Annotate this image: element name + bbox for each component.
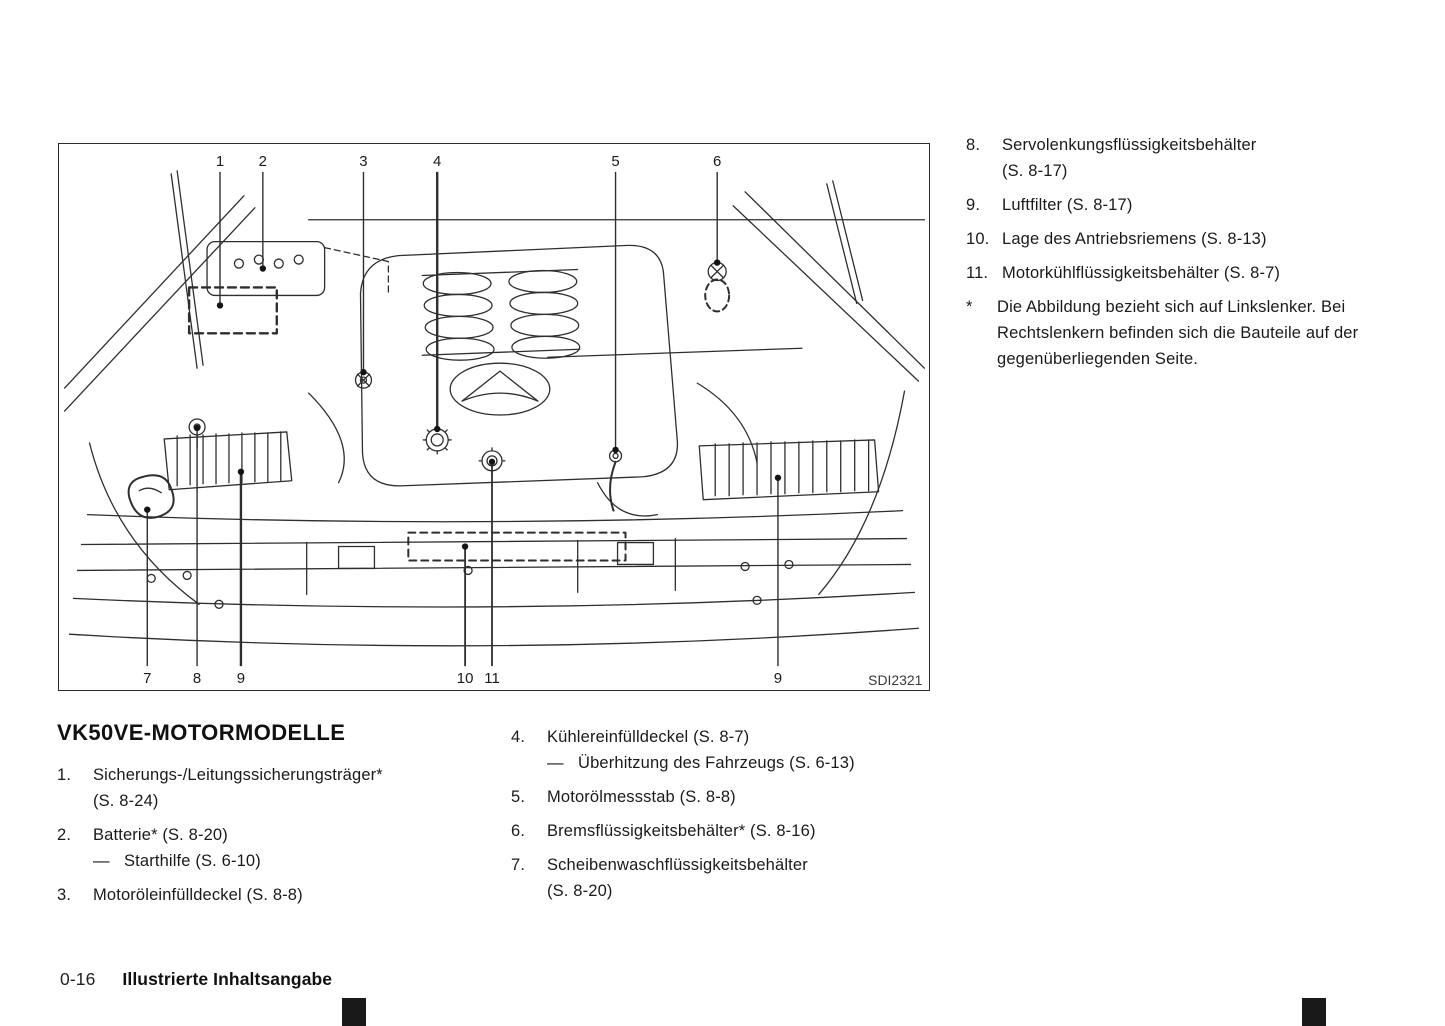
diagram-callout-dots xyxy=(144,259,781,549)
callout-label-9-right: 9 xyxy=(773,670,783,688)
page-number: 0-16 xyxy=(60,969,96,989)
legend-item-number: 7. xyxy=(511,856,526,874)
legend-item-number: 4. xyxy=(511,728,526,746)
legend-item-number: 3. xyxy=(57,886,72,904)
legend-item-text: Scheibenwaschflüssigkeitsbehälter xyxy=(547,856,808,874)
subitem-text: Überhitzung des Fahrzeugs (S. 6-13) xyxy=(578,754,855,772)
legend-item-text: Batterie* (S. 8-20) xyxy=(93,826,228,844)
figure-code: SDI2321 xyxy=(868,672,923,689)
legend-item-number: 11. xyxy=(966,264,989,282)
legend-item-page-ref: (S. 8-24) xyxy=(93,792,159,810)
legend-item-11 xyxy=(966,260,1398,286)
legend-item-text: Lage des Antriebsriemens (S. 8-13) xyxy=(1002,230,1267,248)
legend-item-number: 10. xyxy=(966,230,990,248)
callout-label-11: 11 xyxy=(484,670,500,688)
legend-footnote xyxy=(966,294,1398,372)
callout-label-8: 8 xyxy=(192,670,202,688)
legend-item-number: 5. xyxy=(511,788,526,806)
legend-item-5 xyxy=(511,784,951,810)
diagram-leader-lines xyxy=(147,172,778,666)
legend-item-text: Kühlereinfülldeckel (S. 8-7) xyxy=(547,728,750,746)
legend-item-7 xyxy=(511,852,951,904)
engine-compartment-diagram xyxy=(59,144,929,690)
legend-item-10 xyxy=(966,226,1398,252)
footnote-asterisk: * xyxy=(966,298,973,316)
legend-item-page-ref: (S. 8-17) xyxy=(1002,162,1068,180)
subitem-dash: — xyxy=(93,852,110,870)
legend-item-3 xyxy=(57,882,497,908)
legend-item-text: Sicherungs-/Leitungssicherungsträger* xyxy=(93,766,383,784)
callout-label-9-left: 9 xyxy=(236,670,246,688)
legend-item-text: Bremsflüssigkeitsbehälter* (S. 8-16) xyxy=(547,822,816,840)
legend-item-number: 2. xyxy=(57,826,72,844)
page-edge-mark-left xyxy=(342,998,366,1026)
legend-subitem xyxy=(547,750,951,776)
legend-item-6 xyxy=(511,818,951,844)
legend-item-text: Motorölmessstab (S. 8-8) xyxy=(547,788,736,806)
callout-label-6: 6 xyxy=(713,152,722,170)
legend-column-left xyxy=(57,720,497,916)
legend-item-text: Motoröleinfülldeckel (S. 8-8) xyxy=(93,886,303,904)
footer-section-title: Illustrierte Inhaltsangabe xyxy=(122,969,333,989)
section-heading: VK50VE-MOTORMODELLE xyxy=(57,720,346,745)
callout-label-7: 7 xyxy=(143,670,152,688)
subitem-text: Starthilfe (S. 6-10) xyxy=(124,852,261,870)
legend-item-text: Luftfilter (S. 8-17) xyxy=(1002,196,1133,214)
legend-item-number: 6. xyxy=(511,822,526,840)
legend-item-text: Motorkühlflüssigkeitsbehälter (S. 8-7) xyxy=(1002,264,1281,282)
callout-label-3: 3 xyxy=(359,152,368,170)
subitem-dash: — xyxy=(547,754,564,772)
legend-subitem xyxy=(93,848,497,874)
legend-item-text: Servolenkungsflüssigkeitsbehälter xyxy=(1002,136,1257,154)
legend-item-number: 9. xyxy=(966,196,981,214)
footnote-text: Die Abbildung bezieht sich auf Linkslenker. Bei Rechtslenkern befinden sich die Bauteile auf der gegenüberliegenden Seite. xyxy=(997,298,1359,368)
legend-item-number: 8. xyxy=(966,136,981,154)
legend-column-middle xyxy=(511,724,951,912)
page-edge-mark-right xyxy=(1302,998,1326,1026)
infiniti-logo xyxy=(450,363,550,415)
callout-label-1: 1 xyxy=(215,152,225,170)
legend-item-1 xyxy=(57,762,497,814)
legend-item-2 xyxy=(57,822,497,874)
callout-label-5: 5 xyxy=(611,152,620,170)
callout-label-10: 10 xyxy=(456,670,474,688)
legend-column-right xyxy=(966,132,1398,372)
legend-item-8 xyxy=(966,132,1398,184)
engine-compartment-figure xyxy=(58,143,930,691)
page-footer xyxy=(60,969,332,990)
legend-item-number: 1. xyxy=(57,766,72,784)
callout-label-4: 4 xyxy=(433,152,442,170)
legend-item-4 xyxy=(511,724,951,776)
legend-item-page-ref: (S. 8-20) xyxy=(547,882,613,900)
legend-item-9 xyxy=(966,192,1398,218)
engine-compartment-drawing xyxy=(65,171,925,646)
callout-label-2: 2 xyxy=(258,152,268,170)
